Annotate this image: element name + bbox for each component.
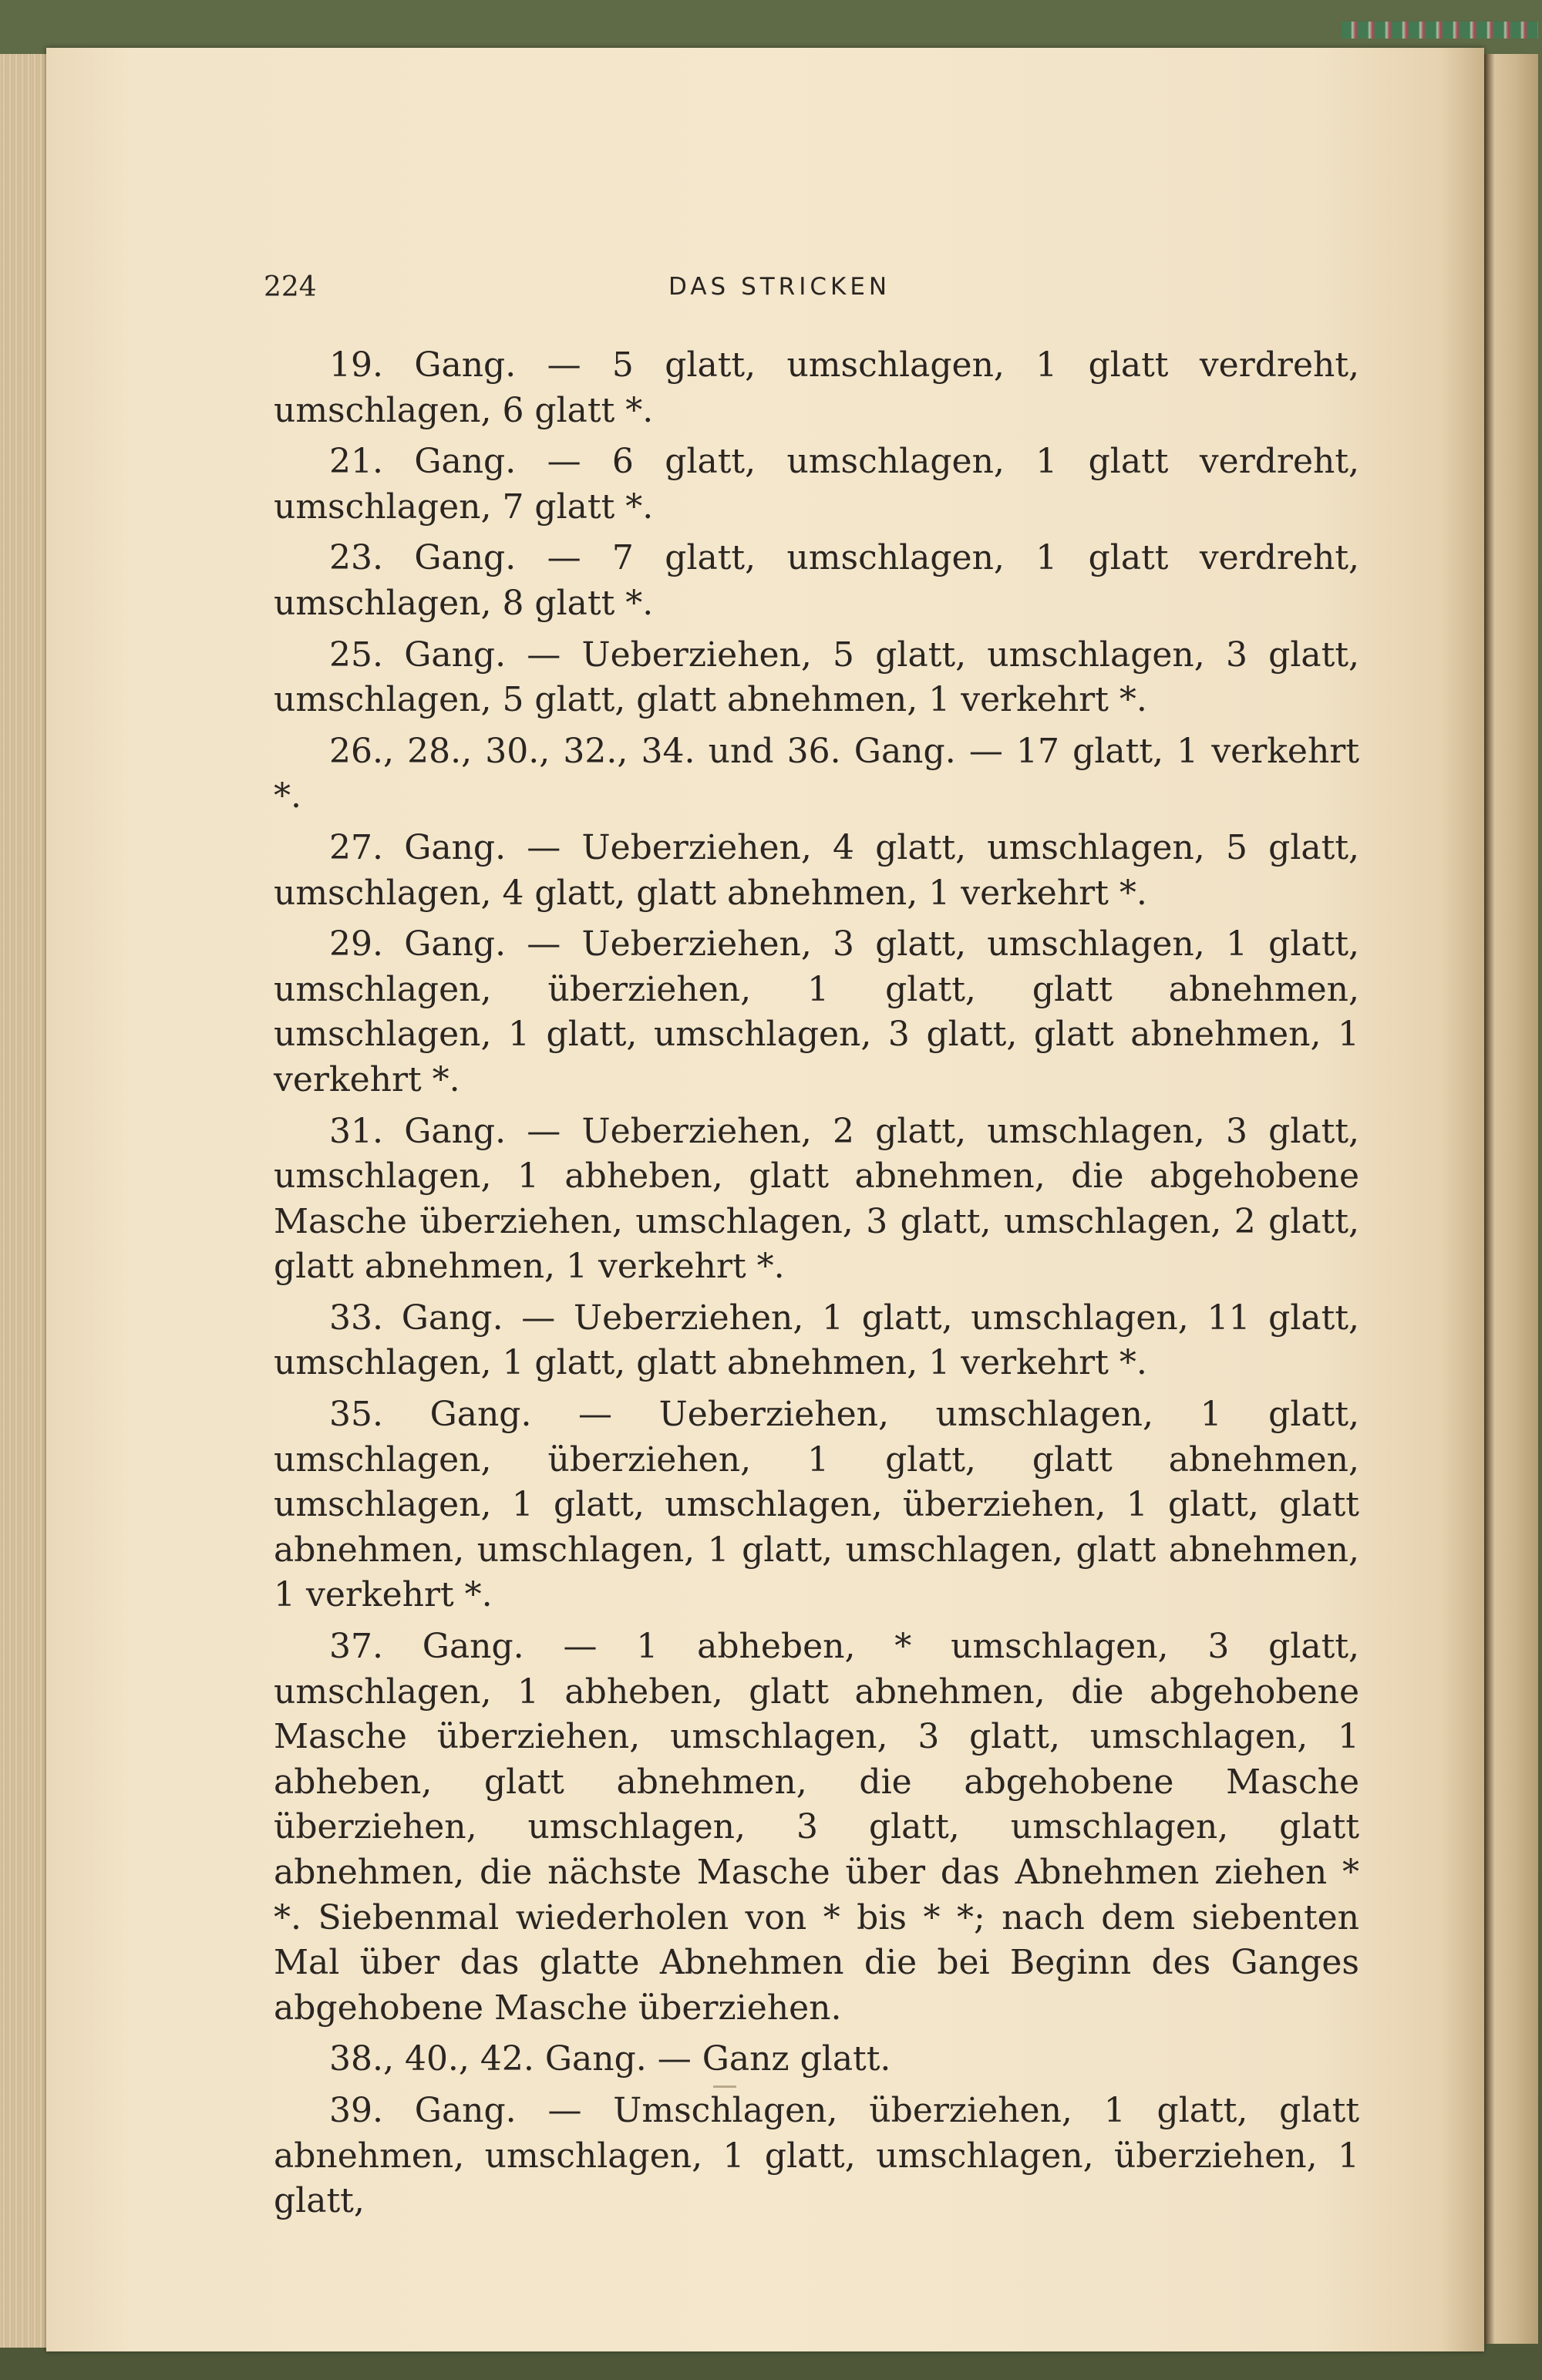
page-number: 224 xyxy=(264,271,317,303)
paragraph-row-31: 31. Gang. — Ueberziehen, 2 glatt, umschlagen, 3 glatt, umschlagen, 1 abheben, glatt abnehmen, die abgehobene Masche überziehen, umschlagen, 3 glatt, umschlagen, 2 glatt, glatt abnehmen, 1 verkehrt *. xyxy=(274,1111,1359,1287)
paragraph-row-39: 39. Gang. — Umschlagen, überziehen, 1 glatt, glatt abnehmen, umschlagen, 1 glatt, umschlagen, überziehen, 1 glatt, xyxy=(274,2090,1359,2221)
paragraph-row-27: 27. Gang. — Ueberziehen, 4 glatt, umschlagen, 5 glatt, umschlagen, 4 glatt, glatt abnehmen, 1 verkehrt *. xyxy=(274,827,1359,913)
paragraph-row-25: 25. Gang. — Ueberziehen, 5 glatt, umschlagen, 3 glatt, umschlagen, 5 glatt, glatt abnehmen, 1 verkehrt *. xyxy=(274,635,1359,720)
paragraph-row-38-42: 38., 40., 42. Gang. — Ganz glatt. xyxy=(329,2039,891,2079)
paragraph-row-33: 33. Gang. — Ueberziehen, 1 glatt, umschlagen, 11 glatt, umschlagen, 1 glatt, glatt abnehmen, 1 verkehrt *. xyxy=(274,1298,1359,1383)
page-edges-right xyxy=(1480,54,1538,2344)
paragraph-row-26-36: 26., 28., 30., 32., 34. und 36. Gang. — 17 glatt, 1 verkehrt *. xyxy=(274,731,1359,816)
body-text xyxy=(274,343,1359,2224)
page-header xyxy=(264,271,1359,318)
running-title: DAS STRICKEN xyxy=(668,273,891,301)
paragraph-row-21: 21. Gang. — 6 glatt, umschlagen, 1 glatt verdreht, umschlagen, 7 glatt *. xyxy=(274,442,1359,527)
footer-mark xyxy=(713,2085,736,2088)
bookmark-ribbon xyxy=(1342,22,1538,39)
paragraph-row-29: 29. Gang. — Ueberziehen, 3 glatt, umschlagen, 1 glatt, umschlagen, überziehen, 1 glatt, glatt abnehmen, umschlagen, 1 glatt, umschlagen, 3 glatt, glatt abnehmen, 1 verkehrt *. xyxy=(274,924,1359,1099)
paragraph-row-35: 35. Gang. — Ueberziehen, umschlagen, 1 glatt, umschlagen, überziehen, 1 glatt, glatt abnehmen, umschlagen, 1 glatt, umschlagen, überziehen, 1 glatt, glatt abnehmen, umschlagen, 1 glatt, umschlagen, glatt abnehmen, 1 verkehrt *. xyxy=(274,1395,1359,1615)
paragraph-row-37: 37. Gang. — 1 abheben, * umschlagen, 3 glatt, umschlagen, 1 abheben, glatt abnehmen, die abgehobene Masche überziehen, umschlagen, 3 glatt, umschlagen, 1 abheben, glatt abnehmen, die abgehobene Masche überziehen, umschlagen, 3 glatt, umschlagen, glatt abnehmen, die nächste Masche über das Abnehmen ziehen * *. Siebenmal wiederholen von * bis * *; nach dem siebenten Mal über das glatte Abnehmen die bei Beginn des Ganges abgehobene Masche überziehen. xyxy=(274,1627,1359,2028)
paragraph-row-23: 23. Gang. — 7 glatt, umschlagen, 1 glatt verdreht, umschlagen, 8 glatt *. xyxy=(274,538,1359,623)
paragraph-row-19: 19. Gang. — 5 glatt, umschlagen, 1 glatt verdreht, umschlagen, 6 glatt *. xyxy=(274,345,1359,430)
